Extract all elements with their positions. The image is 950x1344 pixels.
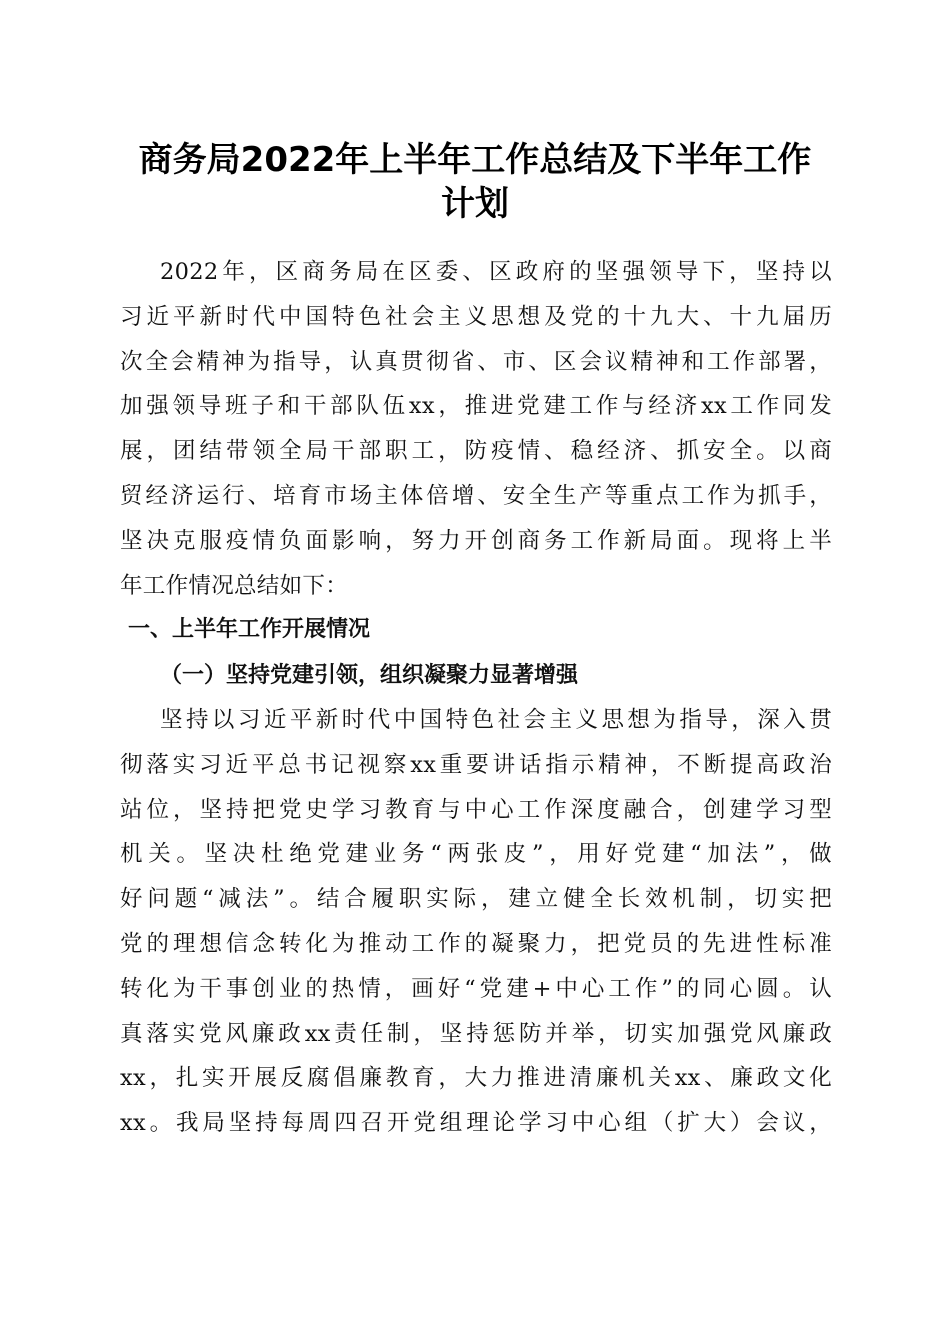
- paragraph-line: xx。我局坚持每周四召开党组理论学习中心组（扩大）会议，: [120, 1110, 832, 1137]
- paragraph-line: 站位，坚持把党史学习教育与中心工作深度融合，创建学习型: [120, 796, 832, 823]
- paragraph-line: 展，团结带领全局干部职工，防疫情、稳经济、抓安全。以商: [120, 438, 832, 465]
- paragraph-line: 年工作情况总结如下：: [120, 572, 349, 599]
- subsection-heading: （一）坚持党建引领，组织凝聚力显著增强: [160, 662, 579, 689]
- paragraph-line: 2022年，区商务局在区委、区政府的坚强领导下，坚持以: [160, 259, 832, 285]
- paragraph-line: 真落实党风廉政xx责任制，坚持惩防并举，切实加强党风廉政: [120, 1020, 832, 1047]
- document-title: [100, 138, 850, 226]
- paragraph-line: 党的理想信念转化为推动工作的凝聚力，把党员的先进性标准: [120, 930, 832, 957]
- subsection-paragraph: [120, 698, 832, 1146]
- title-line-1: 商务局2022年上半年工作总结及下半年工作: [138, 140, 812, 180]
- title-line-2: 计划: [441, 184, 509, 224]
- section-heading: 一、上半年工作开展情况: [128, 617, 371, 643]
- paragraph-line: 贸经济运行、培育市场主体倍增、安全生产等重点工作为抓手，: [120, 482, 832, 509]
- intro-paragraph: [120, 250, 832, 608]
- paragraph-line: 机关。坚决杜绝党建业务“两张皮”，用好党建“加法”，做: [120, 841, 832, 868]
- paragraph-line: 次全会精神为指导，认真贯彻省、市、区会议精神和工作部署，: [120, 348, 832, 375]
- paragraph-line: 彻落实习近平总书记视察xx重要讲话指示精神，不断提高政治: [120, 751, 832, 778]
- paragraph-line: 好问题“减法”。结合履职实际，建立健全长效机制，切实把: [120, 886, 832, 913]
- paragraph-line: xx，扎实开展反腐倡廉教育，大力推进清廉机关xx、廉政文化: [120, 1065, 832, 1092]
- paragraph-line: 转化为干事创业的热情，画好“党建+中心工作”的同心圆。认: [120, 975, 832, 1002]
- paragraph-line: 坚持以习近平新时代中国特色社会主义思想为指导，深入贯: [160, 706, 832, 733]
- paragraph-line: 坚决克服疫情负面影响，努力开创商务工作新局面。现将上半: [120, 527, 832, 554]
- paragraph-line: 习近平新时代中国特色社会主义思想及党的十九大、十九届历: [120, 303, 832, 330]
- paragraph-line: 加强领导班子和干部队伍xx，推进党建工作与经济xx工作同发: [120, 393, 832, 420]
- document-body: [120, 250, 832, 1146]
